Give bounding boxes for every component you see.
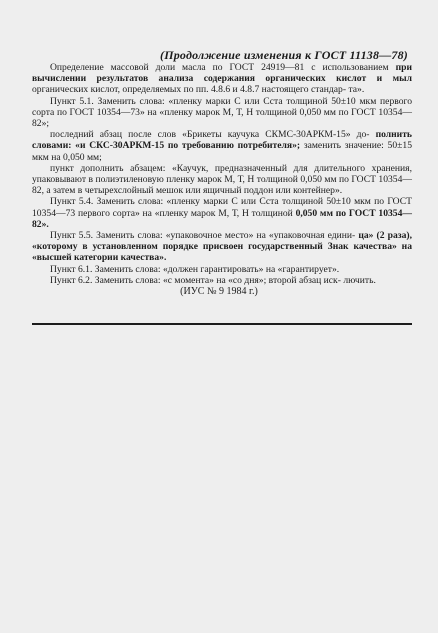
text-bold: «и СКС-30АРКМ-15 по требованию потребителя»; — [75, 140, 301, 152]
horizontal-rule — [32, 323, 412, 325]
text-line: по ГОСТ 10354—73 первого сорта» на «пленку марок М, Т, Н толщиной — [32, 196, 412, 219]
text-line: лючить. — [343, 274, 376, 286]
paragraph-last-abzac — [32, 129, 412, 163]
text-line: Пункт 5.4. Заменить слова: «пленку марки С или Сста толщиной 50±10 мкм — [50, 196, 371, 208]
text-line: органических кислот, определяемых по пп. 4.8.6 и 4.8.7 настоящего стандар- — [32, 84, 347, 96]
continuation-header: (Продолжение изменения к ГОСТ 11138—78) — [160, 48, 408, 62]
paragraph-1 — [32, 62, 412, 96]
paragraph-point-5-1 — [32, 96, 412, 130]
text-line: Пункт 5.5. Заменить слова: «упаковочное место» на «упаковочная едини- — [50, 230, 356, 242]
text-line-bold: ца» (2 раза), «которому в установленном порядке присвоен государственный — [32, 230, 412, 253]
text-line: 0,050 мм по ГОСТ 10354—82, а затем в четырехслойный мешок или ящичный — [32, 174, 412, 197]
text-line: 0,050 мм по ГОСТ 10354—82»; — [32, 106, 412, 130]
text-line: Пункт 6.1. Заменить слова: «должен гарантировать» на «гарантирует». — [50, 263, 340, 275]
document-body — [32, 62, 412, 286]
text-line: Пункт 6.2. Заменить слова: «с момента» на «со дня»; второй абзац иск- — [50, 274, 341, 286]
text-line-bold: Знак качества» на «высшей категории качества». — [32, 241, 412, 264]
text-line: значение: 50±15 мкм на 0,050 мм; — [32, 140, 412, 163]
text-bold: полнить словами: — [32, 129, 412, 152]
text-line: та». — [348, 84, 365, 96]
paragraph-point-6-1 — [32, 264, 412, 275]
text-line: поддон или контейнер». — [243, 185, 343, 197]
text-line: хранения, упаковывают в полиэтиленовую пленку марок М, Т, Н толщиной — [32, 162, 412, 186]
ius-reference: (ИУС № 9 1984 г.) — [180, 286, 258, 297]
text-line: первого сорта по ГОСТ 10354—73» на «пленку марок М, Т, Н толщиной — [32, 95, 412, 118]
text-line: последний абзац после слов «Брикеты каучука СКМС-30АРКМ-15» до- — [50, 129, 370, 141]
paragraph-point-5-4 — [32, 196, 412, 230]
paragraph-add-abzac — [32, 163, 412, 197]
text-line: пункт дополнить абзацем: «Каучук, предназначенный для длительного — [50, 162, 366, 174]
text-line: заменить — [303, 140, 342, 152]
paragraph-point-6-2 — [32, 275, 412, 286]
text-line: Определение массовой доли масла по ГОСТ 24919—81 с использованием — [50, 62, 389, 73]
text-line-bold: при вычислении результатов анализа содержания органических кислот и мыл — [32, 62, 412, 85]
text-line-bold: 0,050 мм по ГОСТ 10354—82». — [32, 207, 412, 230]
text-line: Пункт 5.1. Заменить слова: «пленку марки С или Сста толщиной 50±10 мкм — [50, 95, 377, 107]
paragraph-point-5-5 — [32, 230, 412, 264]
